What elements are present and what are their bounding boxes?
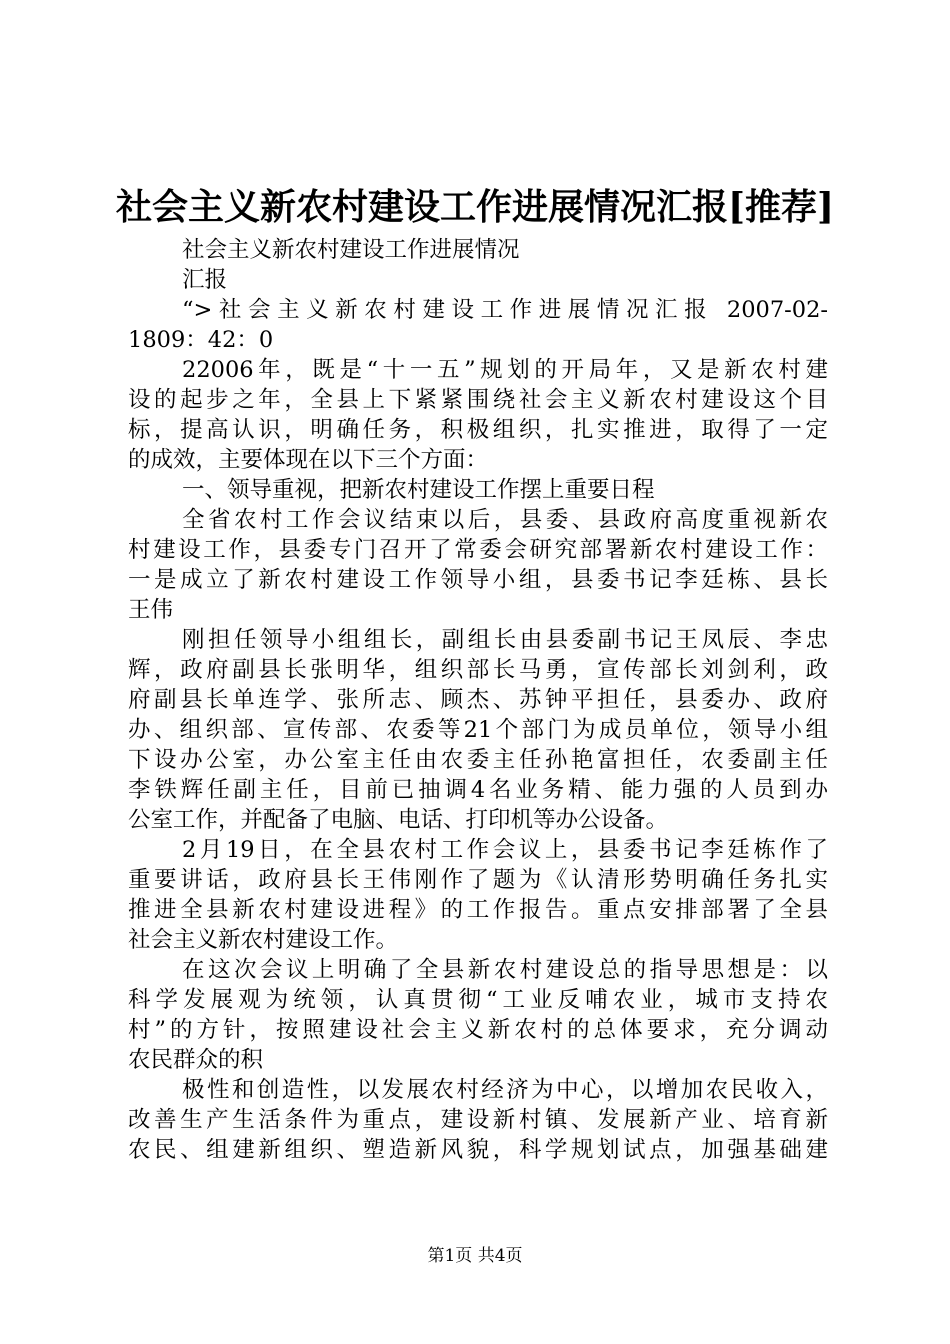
body-line: 李铁辉任副主任，目前已抽调4名业务精、能力强的人员到办 (128, 777, 828, 803)
page-footer: 第1页 共4页 (427, 1246, 523, 1266)
body-line: 极性和创造性，以发展农村经济为中心，以增加农民收入， (182, 1077, 828, 1103)
body-line: 王伟 (128, 597, 174, 623)
body-line: 在这次会议上明确了全县新农村建设总的指导思想是：以 (182, 957, 828, 983)
body-line: 一是成立了新农村建设工作领导小组，县委书记李廷栋、县长 (128, 567, 828, 593)
body-line: 公室工作，并配备了电脑、电话、打印机等办公设备。 (128, 807, 669, 833)
body-line: 一、领导重视，把新农村建设工作摆上重要日程 (182, 477, 655, 503)
body-line: 农民群众的积 (128, 1047, 264, 1073)
document-body (128, 235, 828, 1165)
body-line: 办、组织部、宣传部、农委等21个部门为成员单位，领导小组 (128, 717, 828, 743)
body-line: 汇报 (182, 267, 228, 293)
body-line: 设的起步之年，全县上下紧紧围绕社会主义新农村建设这个目 (128, 387, 828, 413)
body-line: 刚担任领导小组组长，副组长由县委副书记王凤辰、李忠 (182, 627, 828, 653)
body-line: 村建设工作，县委专门召开了常委会研究部署新农村建设工作： (128, 537, 828, 563)
body-line: 农民、组建新组织、塑造新风貌，科学规划试点，加强基础建 (128, 1137, 828, 1163)
body-line: “>社会主义新农村建设工作进展情况汇报 2007-02- (182, 297, 828, 323)
body-line: 推进全县新农村建设进程》的工作报告。重点安排部署了全县 (128, 897, 828, 923)
body-line: 府副县长单连学、张所志、顾杰、苏钟平担任，县委办、政府 (128, 687, 828, 713)
body-line: 辉，政府副县长张明华，组织部长马勇，宣传部长刘剑利，政 (128, 657, 828, 683)
document-title: 社会主义新农村建设工作进展情况汇报[推荐] (115, 186, 835, 228)
body-line: 社会主义新农村建设工作进展情况 (182, 237, 520, 263)
body-line: 重要讲话，政府县长王伟刚作了题为《认清形势明确任务扎实 (128, 867, 828, 893)
body-line: 标，提高认识，明确任务，积极组织，扎实推进，取得了一定 (128, 417, 828, 443)
body-line: 全省农村工作会议结束以后，县委、县政府高度重视新农 (182, 507, 828, 533)
body-line: 22006年，既是“十一五”规划的开局年，又是新农村建 (182, 357, 828, 383)
body-line: 社会主义新农村建设工作。 (128, 927, 399, 953)
body-line: 改善生产生活条件为重点，建设新村镇、发展新产业、培育新 (128, 1107, 828, 1133)
body-line: 村”的方针，按照建设社会主义新农村的总体要求，充分调动 (128, 1017, 828, 1043)
body-line: 2月19日，在全县农村工作会议上，县委书记李廷栋作了 (182, 837, 828, 863)
body-line: 的成效，主要体现在以下三个方面： (128, 447, 489, 473)
body-line: 科学发展观为统领，认真贯彻“工业反哺农业，城市支持农 (128, 987, 828, 1013)
body-line: 下设办公室，办公室主任由农委主任孙艳富担任，农委副主任 (128, 747, 828, 773)
body-line: 1809：42：0 (128, 327, 274, 353)
